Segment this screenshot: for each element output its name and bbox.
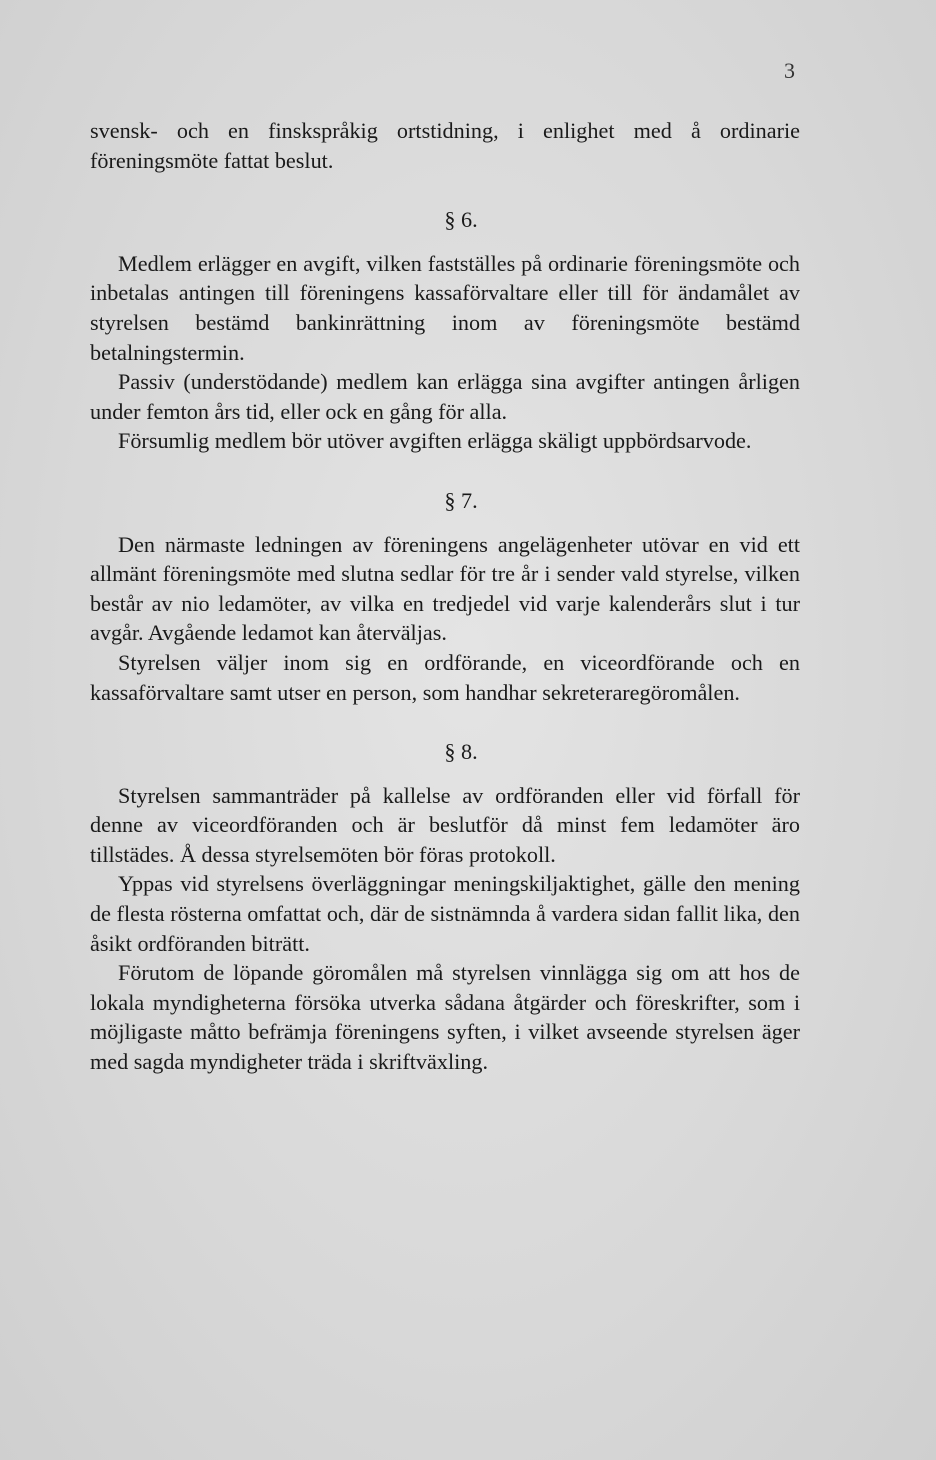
page-body — [90, 116, 800, 1077]
section-6-paragraph-1: Medlem erlägger en avgift, vilken fastställes på ordinarie föreningsmöte och inbetalas antingen till föreningens kassaförvaltare eller till för ändamålet av styrelsen bestämd bankinrättning inom av föreningsmöte bestämd betalningstermin. — [90, 250, 800, 365]
section-8-paragraph-2: Yppas vid styrelsens överläggningar meningskiljaktighet, gälle den mening de flesta rösterna omfattat och, där de sistnämnda å vardera sidan fallit lika, den åsikt ordföranden biträtt. — [90, 871, 800, 956]
page-number: 3 — [784, 58, 795, 83]
section-8-paragraph-3: Förutom de löpande göromålen må styrelsen vinnlägga sig om att hos de lokala myndigheterna försöka utverka sådana åtgärder och föreskrifter, som i möjligaste måtto befrämja föreningens syften, i vilket avseende styrelsen äger med sagda myndigheter träda i skriftväxling. — [90, 960, 800, 1075]
section-heading-7: § 7. — [444, 487, 478, 513]
section-6-paragraph-3: Försumlig medlem bör utöver avgiften erlägga skäligt uppbördsarvode. — [118, 428, 752, 454]
section-6-paragraph-2: Passiv (understödande) medlem kan erlägga sina avgifter antingen årligen under femton års tid, eller ock en gång för alla. — [90, 369, 800, 424]
section-heading-6: § 6. — [444, 207, 478, 233]
section-7-paragraph-1: Den närmaste ledningen av föreningens angelägenheter utövar en vid ett allmänt föreningsmöte med slutna sedlar för tre år i sender vald styrelse, vilken består av nio ledamöter, av vilka en tredjedel vid varje kalenderårs slut i tur avgår. Avgående ledamot kan återväljas. — [90, 531, 800, 646]
intro-paragraph: svensk- och en finskspråkig ortstidning, i enlighet med å ordinarie föreningsmöte fattat beslut. — [90, 118, 800, 173]
section-8-paragraph-1: Styrelsen sammanträder på kallelse av ordföranden eller vid förfall för denne av viceordföranden och är beslutför då minst fem ledamöter äro tillstädes. Å dessa styrelsemöten bör föras protokoll. — [90, 782, 800, 867]
section-7-paragraph-2: Styrelsen väljer inom sig en ordförande, en viceordförande och en kassaförvaltare samt utser en person, som handhar sekreteraregöromålen. — [90, 649, 800, 705]
section-heading-8: § 8. — [444, 739, 478, 765]
